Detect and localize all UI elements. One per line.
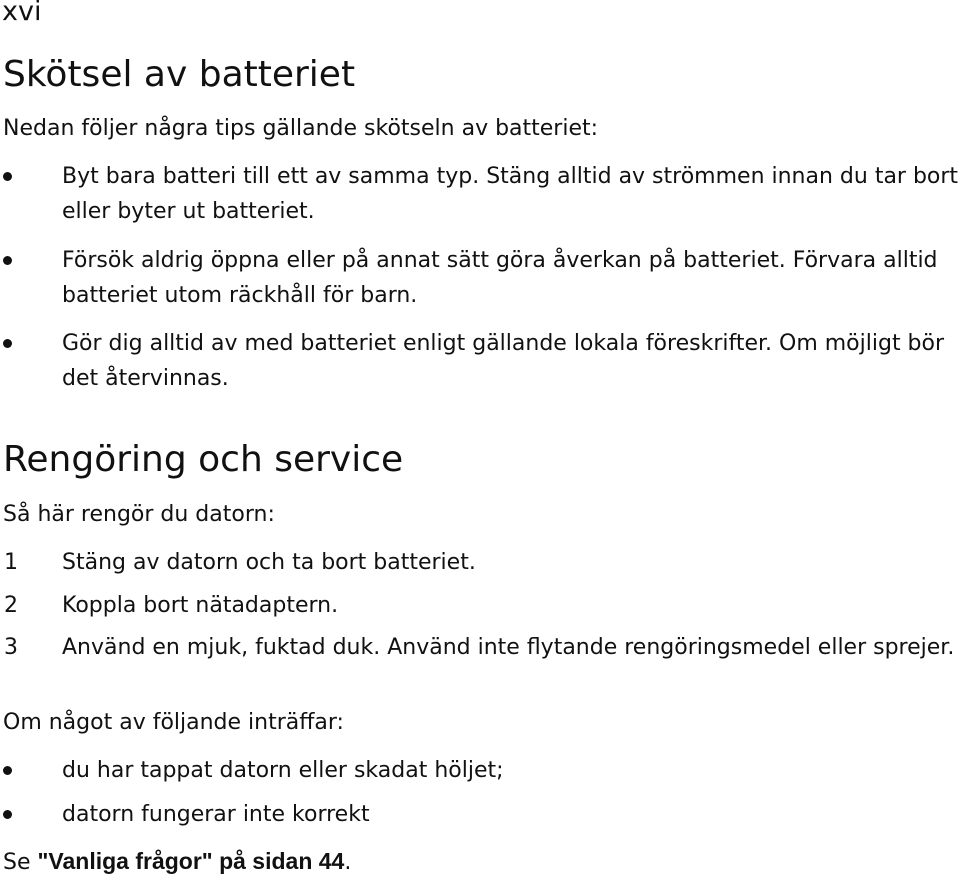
step-number: 2 xyxy=(4,593,18,618)
list-item-text: Gör dig alltid av med batteriet enligt gällande lokala föreskrifter. Om möjligt bör det återvinnas. xyxy=(62,331,945,391)
list-item-text: Försök aldrig öppna eller på annat sätt göra åverkan på batteriet. Förvara alltid batteriet utom räckhåll för barn. xyxy=(62,248,938,308)
page-number: xvi xyxy=(2,0,42,27)
section-heading-cleaning-service: Rengöring och service xyxy=(3,439,404,480)
list-item-text: datorn fungerar inte korrekt xyxy=(62,802,370,827)
cross-reference-link[interactable]: "Vanliga frågor" på sidan 44 xyxy=(37,848,345,874)
bullet-icon xyxy=(3,172,12,181)
step-number: 3 xyxy=(4,635,18,660)
bullet-icon xyxy=(3,256,12,265)
list-item-text: du har tappat datorn eller skadat höljet; xyxy=(62,758,504,783)
list-item-text: Byt bara batteri till ett av samma typ. Stäng alltid av strömmen innan du tar bort eller byter ut batteriet. xyxy=(62,164,959,224)
bullet-icon xyxy=(3,766,12,775)
step-text: Använd en mjuk, fuktad duk. Använd inte flytande rengöringsmedel eller sprejer. xyxy=(62,635,955,660)
section-heading-battery-care: Skötsel av batteriet xyxy=(3,54,356,95)
see-prefix: Se xyxy=(3,850,38,875)
bullet-icon xyxy=(3,339,12,348)
step-text: Koppla bort nätadaptern. xyxy=(62,593,339,618)
conditions-intro: Om något av följande inträffar: xyxy=(3,710,344,735)
see-suffix: . xyxy=(344,850,352,875)
step-text: Stäng av datorn och ta bort batteriet. xyxy=(62,550,476,575)
step-number: 1 xyxy=(4,550,18,575)
battery-care-intro: Nedan följer några tips gällande skötseln av batteriet: xyxy=(3,116,599,141)
bullet-icon xyxy=(3,810,12,819)
see-reference-line xyxy=(3,846,351,878)
cleaning-intro: Så här rengör du datorn: xyxy=(3,502,275,527)
